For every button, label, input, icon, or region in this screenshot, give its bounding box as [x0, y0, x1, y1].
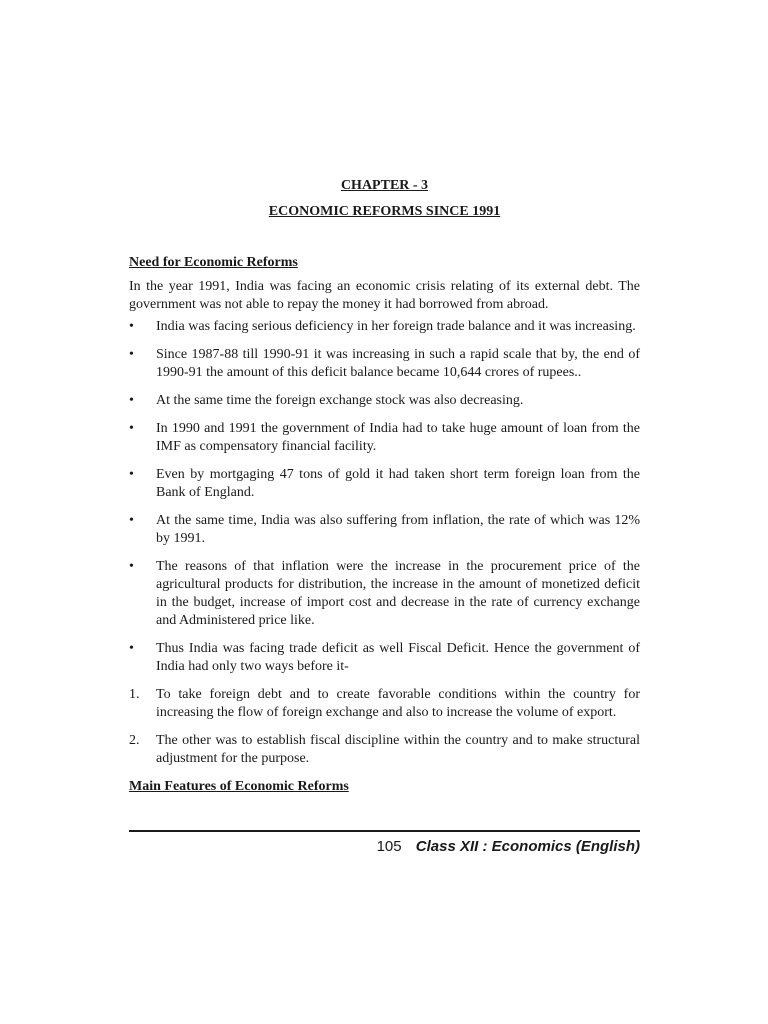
number-marker: 1. — [129, 687, 140, 702]
section-heading-need: Need for Economic Reforms — [129, 255, 298, 270]
list-item-text: Thus India was facing trade deficit as well Fiscal Deficit. Hence the government of India had only two ways before it- — [156, 641, 640, 674]
bullet-marker: • — [129, 393, 134, 408]
list-item-text: Even by mortgaging 47 tons of gold it had taken short term foreign loan from the Bank of England. — [156, 467, 640, 500]
list-item-text: The other was to establish fiscal discipline within the country and to make structural adjustment for the purpose. — [156, 733, 640, 766]
number-marker: 2. — [129, 733, 140, 748]
bullet-marker: • — [129, 421, 134, 436]
bullet-marker: • — [129, 641, 134, 656]
page-number: 105 — [376, 838, 402, 855]
reform-needs-list — [129, 318, 640, 768]
intro-paragraph: In the year 1991, India was facing an economic crisis relating of its external debt. The government was not able to repay the money it had borrowed from abroad. — [129, 279, 640, 312]
numbered-item — [129, 732, 640, 768]
list-item — [129, 392, 640, 410]
course-title: Class XII : Economics (English) — [415, 838, 640, 855]
list-item — [129, 466, 640, 502]
bullet-marker: • — [129, 513, 134, 528]
list-item-text: Since 1987-88 till 1990-91 it was increasing in such a rapid scale that by, the end of 1990-91 the amount of this deficit balance became 10,644 crores of rupees.. — [156, 347, 640, 380]
bullet-marker: • — [129, 347, 134, 362]
numbered-item — [129, 686, 640, 722]
list-item — [129, 346, 640, 382]
list-item — [129, 558, 640, 630]
page-content — [129, 176, 640, 796]
list-item-text: At the same time, India was also suffering from inflation, the rate of which was 12% by 1991. — [156, 513, 640, 546]
list-item-text: At the same time the foreign exchange stock was also decreasing. — [156, 393, 524, 408]
list-item — [129, 318, 640, 336]
list-item — [129, 640, 640, 676]
section-heading-features: Main Features of Economic Reforms — [129, 779, 349, 794]
page-footer — [129, 836, 640, 858]
list-item-text: To take foreign debt and to create favorable conditions within the country for increasing the flow of foreign exchange and also to increase the volume of export. — [156, 687, 640, 720]
bullet-marker: • — [129, 319, 134, 334]
bullet-marker: • — [129, 467, 134, 482]
list-item-text: India was facing serious deficiency in her foreign trade balance and it was increasing. — [156, 319, 636, 334]
list-item-text: The reasons of that inflation were the increase in the procurement price of the agricultural products for distribution, the increase in the amount of monetized deficit in the budget, increase of import cost and decrease in the rate of currency exchange and Administered price like. — [156, 559, 640, 628]
list-item-text: In 1990 and 1991 the government of India had to take huge amount of loan from the IMF as compensatory financial facility. — [156, 421, 640, 454]
footer-divider — [129, 830, 640, 832]
bullet-marker: • — [129, 559, 134, 574]
list-item — [129, 420, 640, 456]
chapter-label: CHAPTER - 3 — [340, 178, 429, 193]
list-item — [129, 512, 640, 548]
chapter-title: ECONOMIC REFORMS SINCE 1991 — [268, 204, 501, 219]
